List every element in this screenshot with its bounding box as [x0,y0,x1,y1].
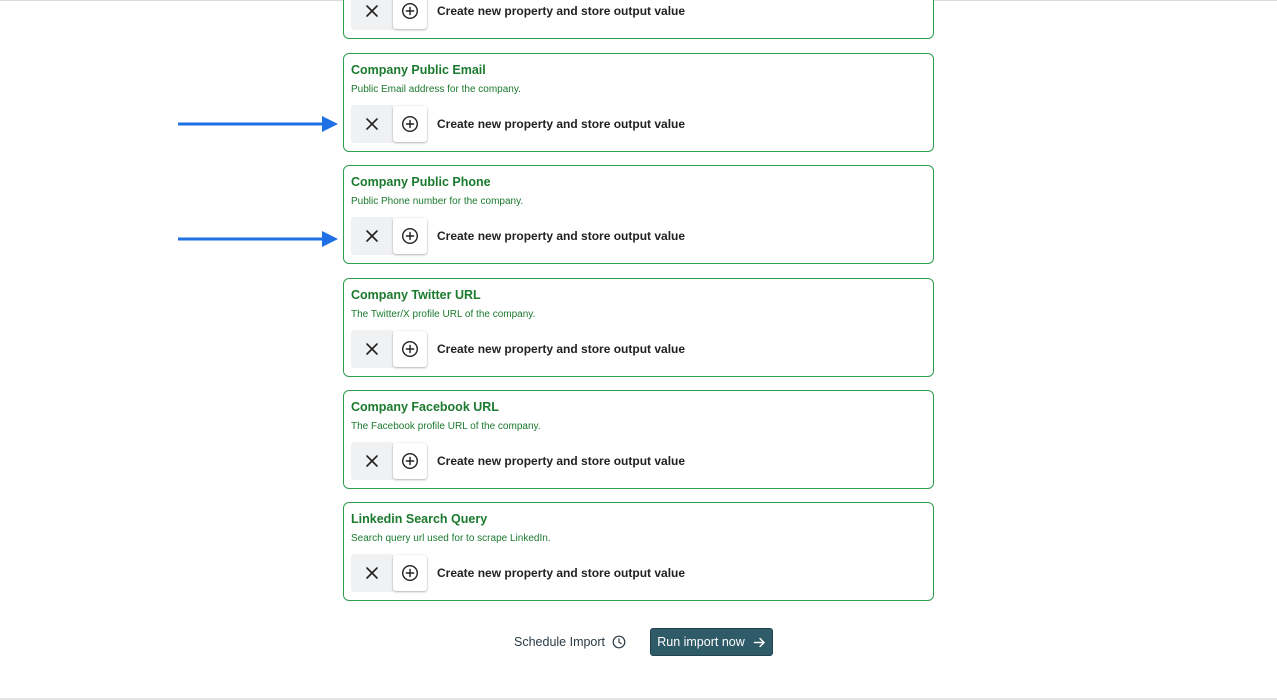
close-icon [365,342,379,356]
close-icon [365,4,379,18]
field-title: Company Twitter URL [351,288,481,302]
add-property-button[interactable] [393,0,427,29]
field-title: Company Public Phone [351,175,491,189]
schedule-import-label: Schedule Import [514,635,606,649]
field-title: Linkedin Search Query [351,512,488,526]
field-action-row [351,105,685,143]
blue-arrow-icon [178,114,340,134]
create-property-label[interactable]: Create new property and store output value [437,117,686,131]
create-property-label[interactable]: Create new property and store output value [437,229,686,243]
field-action-row [351,442,685,480]
field-action-row [351,0,685,30]
create-property-label[interactable]: Create new property and store output value [437,342,686,356]
field-action-row [351,554,685,592]
blue-arrow-icon [178,229,340,249]
plus-circle-icon [401,2,419,20]
close-icon [365,117,379,131]
remove-mapping-button[interactable] [351,330,393,368]
run-import-label: Run import now [657,635,745,649]
remove-mapping-button[interactable] [351,0,393,30]
field-description: Search query url used for to scrape LinkedIn. [351,533,551,544]
remove-mapping-button[interactable] [351,442,393,480]
plus-circle-icon [401,115,419,133]
create-property-label[interactable]: Create new property and store output value [437,566,686,580]
add-property-button[interactable] [393,555,427,591]
plus-circle-icon [401,452,419,470]
add-property-button[interactable] [393,443,427,479]
field-description: Public Phone number for the company. [351,196,524,207]
add-property-button[interactable] [393,331,427,367]
field-action-row [351,217,685,255]
close-icon [365,454,379,468]
close-icon [365,229,379,243]
plus-circle-icon [401,564,419,582]
field-title: Company Public Email [351,63,486,77]
add-property-button[interactable] [393,106,427,142]
add-property-button[interactable] [393,218,427,254]
arrow-right-icon [753,636,766,649]
plus-circle-icon [401,227,419,245]
remove-mapping-button[interactable] [351,217,393,255]
field-description: The Facebook profile URL of the company. [351,421,541,432]
field-card-top-partial [343,0,934,39]
close-icon [365,566,379,580]
run-import-button[interactable] [650,628,773,656]
field-card-company-twitter-url [343,278,934,377]
field-card-company-public-email [343,53,934,152]
field-description: The Twitter/X profile URL of the company. [351,309,536,320]
plus-circle-icon [401,340,419,358]
field-title: Company Facebook URL [351,400,499,414]
clock-icon [612,635,626,649]
field-action-row [351,330,685,368]
field-card-company-facebook-url [343,390,934,489]
create-property-label[interactable]: Create new property and store output value [437,4,686,18]
remove-mapping-button[interactable] [351,105,393,143]
schedule-import-button[interactable] [514,630,626,654]
remove-mapping-button[interactable] [351,554,393,592]
create-property-label[interactable]: Create new property and store output value [437,454,686,468]
field-card-company-public-phone [343,165,934,264]
field-description: Public Email address for the company. [351,84,521,95]
field-card-linkedin-search-query [343,502,934,601]
